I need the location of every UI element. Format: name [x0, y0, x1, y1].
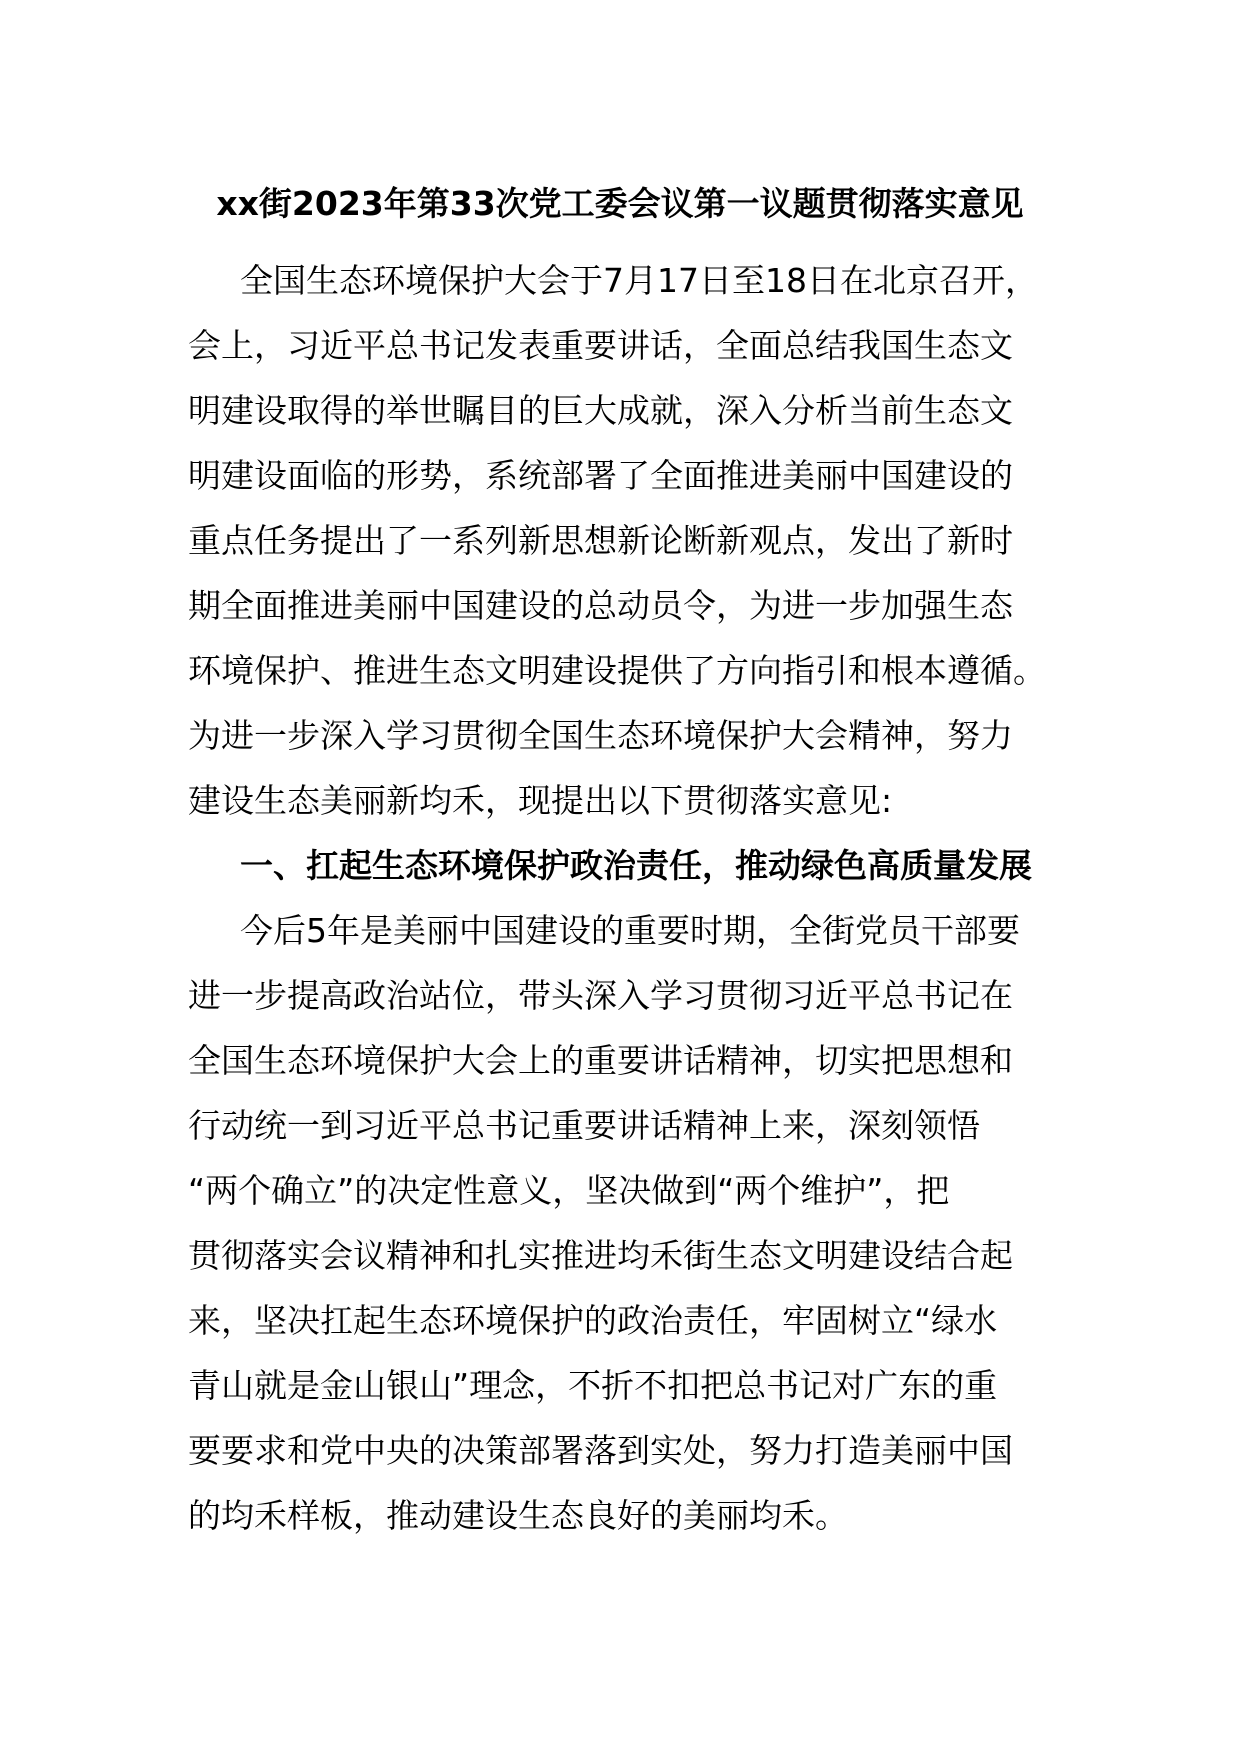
text-line: 青山就是金山银山”理念，不折不扣把总书记对广东的重 — [188, 1366, 998, 1405]
section-heading: 一、扛起生态环境保护政治责任，推动绿色高质量发展 — [240, 846, 1032, 885]
text-line: 明建设面临的形势，系统部署了全面推进美丽中国建设的 — [188, 456, 1013, 495]
text-line: 建设生态美丽新均禾，现提出以下贯彻落实意见: — [188, 781, 893, 820]
text-line: “两个确立”的决定性意义，坚决做到“两个维护”，把 — [188, 1171, 950, 1210]
text-line: 全国生态环境保护大会于7月17日至18日在北京召开， — [240, 261, 1038, 300]
text-line: 行动统一到习近平总书记重要讲话精神上来，深刻领悟 — [188, 1106, 980, 1145]
text-line: 的均禾样板，推动建设生态良好的美丽均禾。 — [188, 1496, 848, 1535]
text-line: 今后5年是美丽中国建设的重要时期，全街党员干部要 — [240, 911, 1020, 950]
text-line: 环境保护、推进生态文明建设提供了方向指引和根本遵循。 — [188, 651, 1046, 690]
text-line: 全国生态环境保护大会上的重要讲话精神，切实把思想和 — [188, 1041, 1013, 1080]
text-line: 明建设取得的举世瞩目的巨大成就，深入分析当前生态文 — [188, 391, 1013, 430]
text-line: 来，坚决扛起生态环境保护的政治责任，牢固树立“绿水 — [188, 1301, 998, 1340]
text-line: 进一步提高政治站位，带头深入学习贯彻习近平总书记在 — [188, 976, 1013, 1015]
text-line: 为进一步深入学习贯彻全国生态环境保护大会精神，努力 — [188, 716, 1013, 755]
text-line: 会上，习近平总书记发表重要讲话，全面总结我国生态文 — [188, 326, 1013, 365]
document-body — [188, 248, 1046, 1548]
text-line: 重点任务提出了一系列新思想新论断新观点，发出了新时 — [188, 521, 1013, 560]
text-line: 贯彻落实会议精神和扎实推进均禾街生态文明建设结合起 — [188, 1236, 1013, 1275]
text-line: 要要求和党中央的决策部署落到实处，努力打造美丽中国 — [188, 1431, 1013, 1470]
document-title: xx街2023年第33次党工委会议第一议题贯彻落实意见 — [216, 184, 1024, 223]
text-line: 期全面推进美丽中国建设的总动员令，为进一步加强生态 — [188, 586, 1013, 625]
